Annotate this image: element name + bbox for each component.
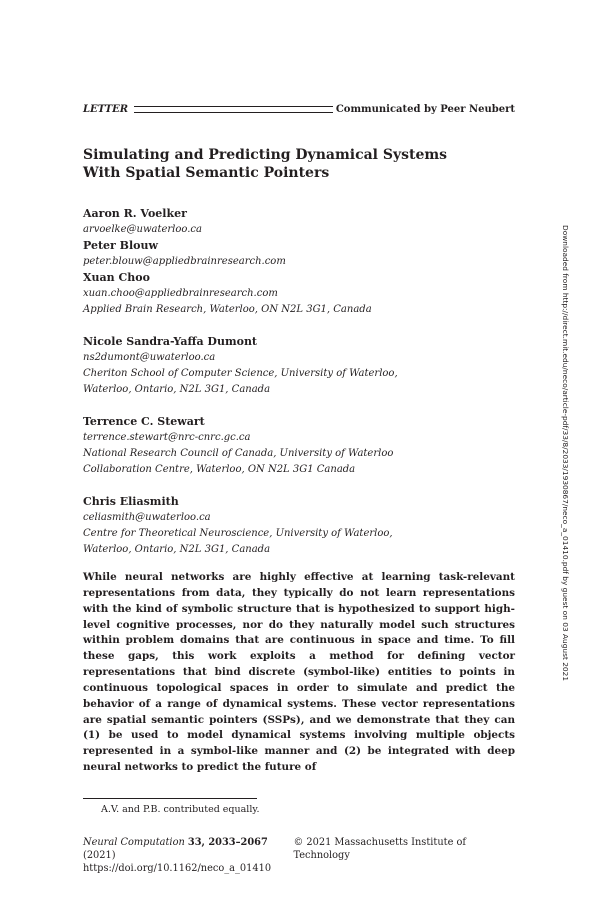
author-group bbox=[83, 494, 523, 558]
author-list bbox=[83, 206, 523, 574]
title-line: Simulating and Predicting Dynamical Systems bbox=[83, 147, 448, 163]
author-group bbox=[83, 334, 523, 398]
author-affiliation: Cheriton School of Computer Science, University of Waterloo, bbox=[83, 368, 398, 379]
author-affiliation: Centre for Theoretical Neuroscience, University of Waterloo, bbox=[83, 528, 393, 539]
author-affiliation: Waterloo, Ontario, N2L 3G1, Canada bbox=[83, 384, 271, 395]
citation bbox=[83, 836, 293, 862]
author-email[interactable]: ns2dumont@uwaterloo.ca bbox=[83, 352, 216, 363]
abstract-text: While neural networks are highly effective at learning task-relevant representations from data, they typically do not learn representations with the kind of symbolic structure that is hypothesized to support high-level cognitive processes, nor do they naturally model such structures within problem domains that are continuous in space and time. To fill these gaps, this work exploits a method for defining vector representations that bind discrete (symbol-like) entities to points in continuous topological spaces in order to simulate and predict the behavior of a range of dynamical systems. These vector representations are spatial semantic pointers (SSPs), and we demonstrate that they can (1) be used to model dynamical systems involving multiple objects represented in a symbol-like manner and (2) be integrated with deep neural networks to predict the future of bbox=[83, 571, 515, 774]
publication-year: (2021) bbox=[83, 850, 116, 861]
footnote: A.V. and P.B. contributed equally. bbox=[101, 804, 260, 815]
author-email[interactable]: terrence.stewart@nrc-cnrc.gc.ca bbox=[83, 432, 251, 443]
volume-pages: 33, 2033–2067 bbox=[187, 837, 268, 848]
page-footer bbox=[83, 836, 515, 875]
author-name: Nicole Sandra-Yaffa Dumont bbox=[83, 335, 258, 348]
author-group bbox=[83, 206, 523, 318]
title-line: With Spatial Semantic Pointers bbox=[83, 165, 330, 181]
download-note: Downloaded from http://direct.mit.edu/neco/article-pdf/33/8/2033/1930867/neco_a_01410.pdf by guest on 03 August 2021 bbox=[561, 225, 570, 682]
author-name: Xuan Choo bbox=[83, 271, 150, 284]
author-affiliation: Applied Brain Research, Waterloo, ON N2L 3G1, Canada bbox=[83, 304, 372, 315]
download-watermark bbox=[561, 225, 574, 682]
author-affiliation: National Research Council of Canada, University of Waterloo bbox=[83, 448, 394, 459]
letter-header bbox=[83, 102, 515, 116]
author-affiliation: Collaboration Centre, Waterloo, ON N2L 3G1 Canada bbox=[83, 464, 356, 475]
author-affiliation: Waterloo, Ontario, N2L 3G1, Canada bbox=[83, 544, 271, 555]
author-name: Chris Eliasmith bbox=[83, 495, 179, 508]
author-name: Peter Blouw bbox=[83, 239, 158, 252]
author-group bbox=[83, 414, 523, 478]
author-name: Terrence C. Stewart bbox=[83, 415, 205, 428]
article-type-label: LETTER bbox=[83, 103, 129, 115]
header-rule bbox=[134, 106, 333, 113]
footnote-rule bbox=[83, 798, 257, 799]
doi-link[interactable]: https://doi.org/10.1162/neco_a_01410 bbox=[83, 863, 272, 874]
communicated-by: Communicated by Peer Neubert bbox=[335, 103, 515, 115]
copyright-notice: © 2021 Massachusetts Institute of Technology bbox=[293, 837, 467, 861]
author-email[interactable]: xuan.choo@appliedbrainresearch.com bbox=[83, 288, 278, 299]
journal-name: Neural Computation bbox=[83, 837, 185, 848]
author-name: Aaron R. Voelker bbox=[83, 207, 187, 220]
article-title bbox=[83, 146, 483, 182]
author-email[interactable]: celiasmith@uwaterloo.ca bbox=[83, 512, 211, 523]
author-email[interactable]: peter.blouw@appliedbrainresearch.com bbox=[83, 256, 286, 267]
author-email[interactable]: arvoelke@uwaterloo.ca bbox=[83, 224, 202, 235]
